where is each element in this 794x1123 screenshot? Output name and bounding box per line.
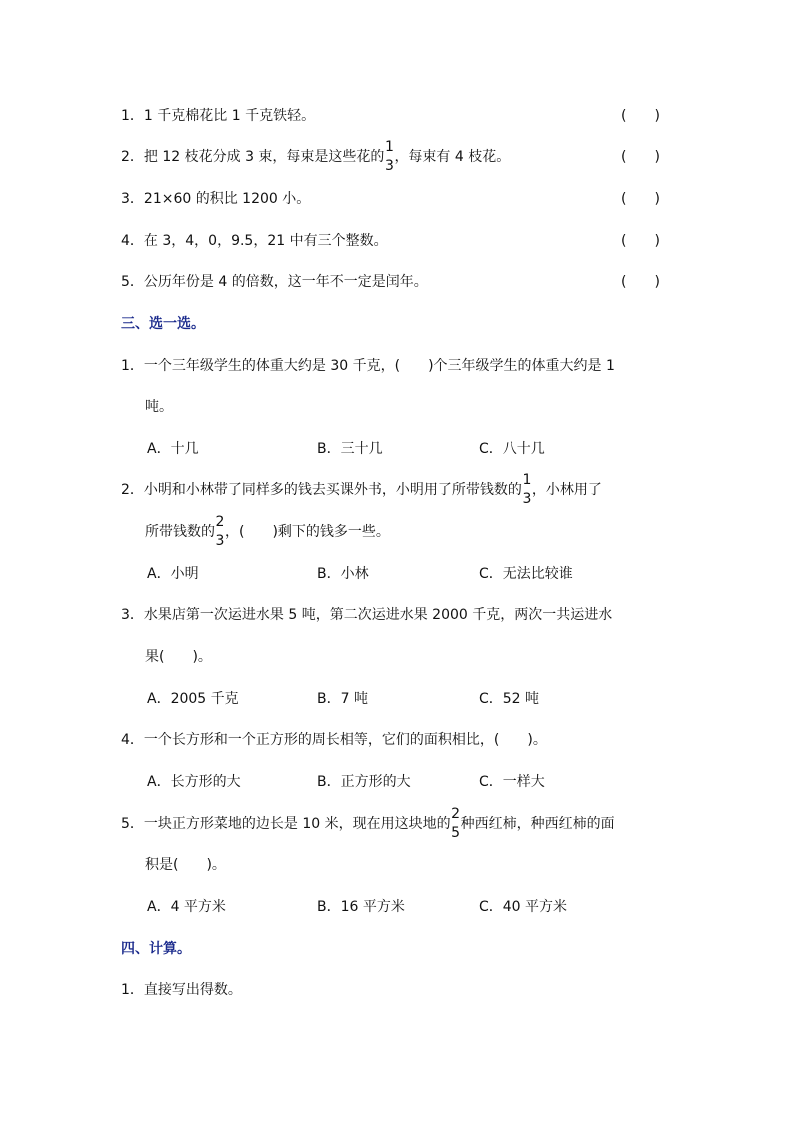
answer-blank-1[interactable]: ( ) (621, 108, 660, 124)
judge-item-2 (121, 139, 511, 174)
choice-q2-line2 (145, 514, 390, 549)
choice-q3-option-a[interactable]: A．2005 千克 (147, 691, 239, 707)
choice-q1-option-b[interactable]: B．三十几 (317, 441, 383, 457)
fraction-numerator: 1 (384, 139, 394, 155)
choice-q3-option-c[interactable]: C．52 吨 (479, 691, 540, 707)
fraction (451, 806, 461, 841)
fraction-numerator: 1 (522, 472, 532, 488)
judge-item-4: 4．在 3，4，0，9.5，21 中有三个整数。 (121, 233, 388, 249)
fraction (522, 472, 532, 507)
judge-item-2-pre: 2．把 12 枝花分成 3 束，每束是这些花的 (121, 149, 385, 165)
choice-q4-option-b[interactable]: B．正方形的大 (317, 774, 411, 790)
judge-item-1: 1．1 千克棉花比 1 千克铁轻。 (121, 108, 316, 124)
section-heading-choose: 三、选一选。 (121, 316, 205, 332)
judge-item-5: 5．公历年份是 4 的倍数，这一年不一定是闰年。 (121, 274, 428, 290)
fraction-denominator: 3 (215, 533, 225, 549)
choice-q2-line2-post: ，( )剩下的钱多一些。 (225, 524, 390, 540)
judge-item-3: 3．21×60 的积比 1200 小。 (121, 191, 311, 207)
choice-q3-option-b[interactable]: B．7 吨 (317, 691, 368, 707)
choice-q4-option-a[interactable]: A．长方形的大 (147, 774, 241, 790)
choice-q2-line1-post: ，小林用了 (531, 482, 602, 498)
fraction-denominator: 3 (522, 491, 532, 507)
section-heading-calculate: 四、计算。 (121, 941, 191, 957)
choice-q5-line1-post: 种西红柿，种西红柿的面 (460, 816, 615, 832)
choice-q2-line2-pre: 所带钱数的 (145, 524, 215, 540)
choice-q3-line1: 3．水果店第一次运进水果 5 吨，第二次运进水果 2000 千克，两次一共运进水 (121, 607, 613, 623)
fraction (384, 139, 394, 174)
choice-q5-option-a[interactable]: A．4 平方米 (147, 899, 226, 915)
fraction-numerator: 2 (215, 514, 225, 530)
choice-q5-option-c[interactable]: C．40 平方米 (479, 899, 568, 915)
choice-q2-option-a[interactable]: A．小明 (147, 566, 199, 582)
choice-q2-line1-pre: 2．小明和小林带了同样多的钱去买课外书，小明用了所带钱数的 (121, 482, 522, 498)
choice-q5-option-b[interactable]: B．16 平方米 (317, 899, 405, 915)
fraction-numerator: 2 (451, 806, 461, 822)
answer-blank-3[interactable]: ( ) (621, 191, 660, 207)
choice-q3-line2: 果( )。 (145, 649, 212, 665)
calc-item-1: 1．直接写出得数。 (121, 982, 242, 998)
choice-q2-line1 (121, 472, 602, 507)
answer-blank-5[interactable]: ( ) (621, 274, 660, 290)
choice-q5-line1 (121, 806, 615, 841)
choice-q2-option-b[interactable]: B．小林 (317, 566, 369, 582)
fraction (215, 514, 225, 549)
choice-q1-line1: 1．一个三年级学生的体重大约是 30 千克，( )个三年级学生的体重大约是 1 (121, 358, 615, 374)
choice-q1-option-c[interactable]: C．八十几 (479, 441, 545, 457)
judge-item-2-post: ，每束有 4 枝花。 (394, 149, 511, 165)
fraction-denominator: 3 (384, 158, 394, 174)
choice-q1-line2: 吨。 (145, 399, 173, 415)
choice-q4-option-c[interactable]: C．一样大 (479, 774, 545, 790)
answer-blank-2[interactable]: ( ) (621, 149, 660, 165)
choice-q5-line2: 积是( )。 (145, 857, 226, 873)
choice-q1-option-a[interactable]: A．十几 (147, 441, 199, 457)
choice-q2-option-c[interactable]: C．无法比较谁 (479, 566, 573, 582)
fraction-denominator: 5 (451, 825, 461, 841)
choice-q4-line1: 4．一个长方形和一个正方形的周长相等，它们的面积相比，( )。 (121, 732, 547, 748)
choice-q5-line1-pre: 5．一块正方形菜地的边长是 10 米，现在用这块地的 (121, 816, 451, 832)
answer-blank-4[interactable]: ( ) (621, 233, 660, 249)
